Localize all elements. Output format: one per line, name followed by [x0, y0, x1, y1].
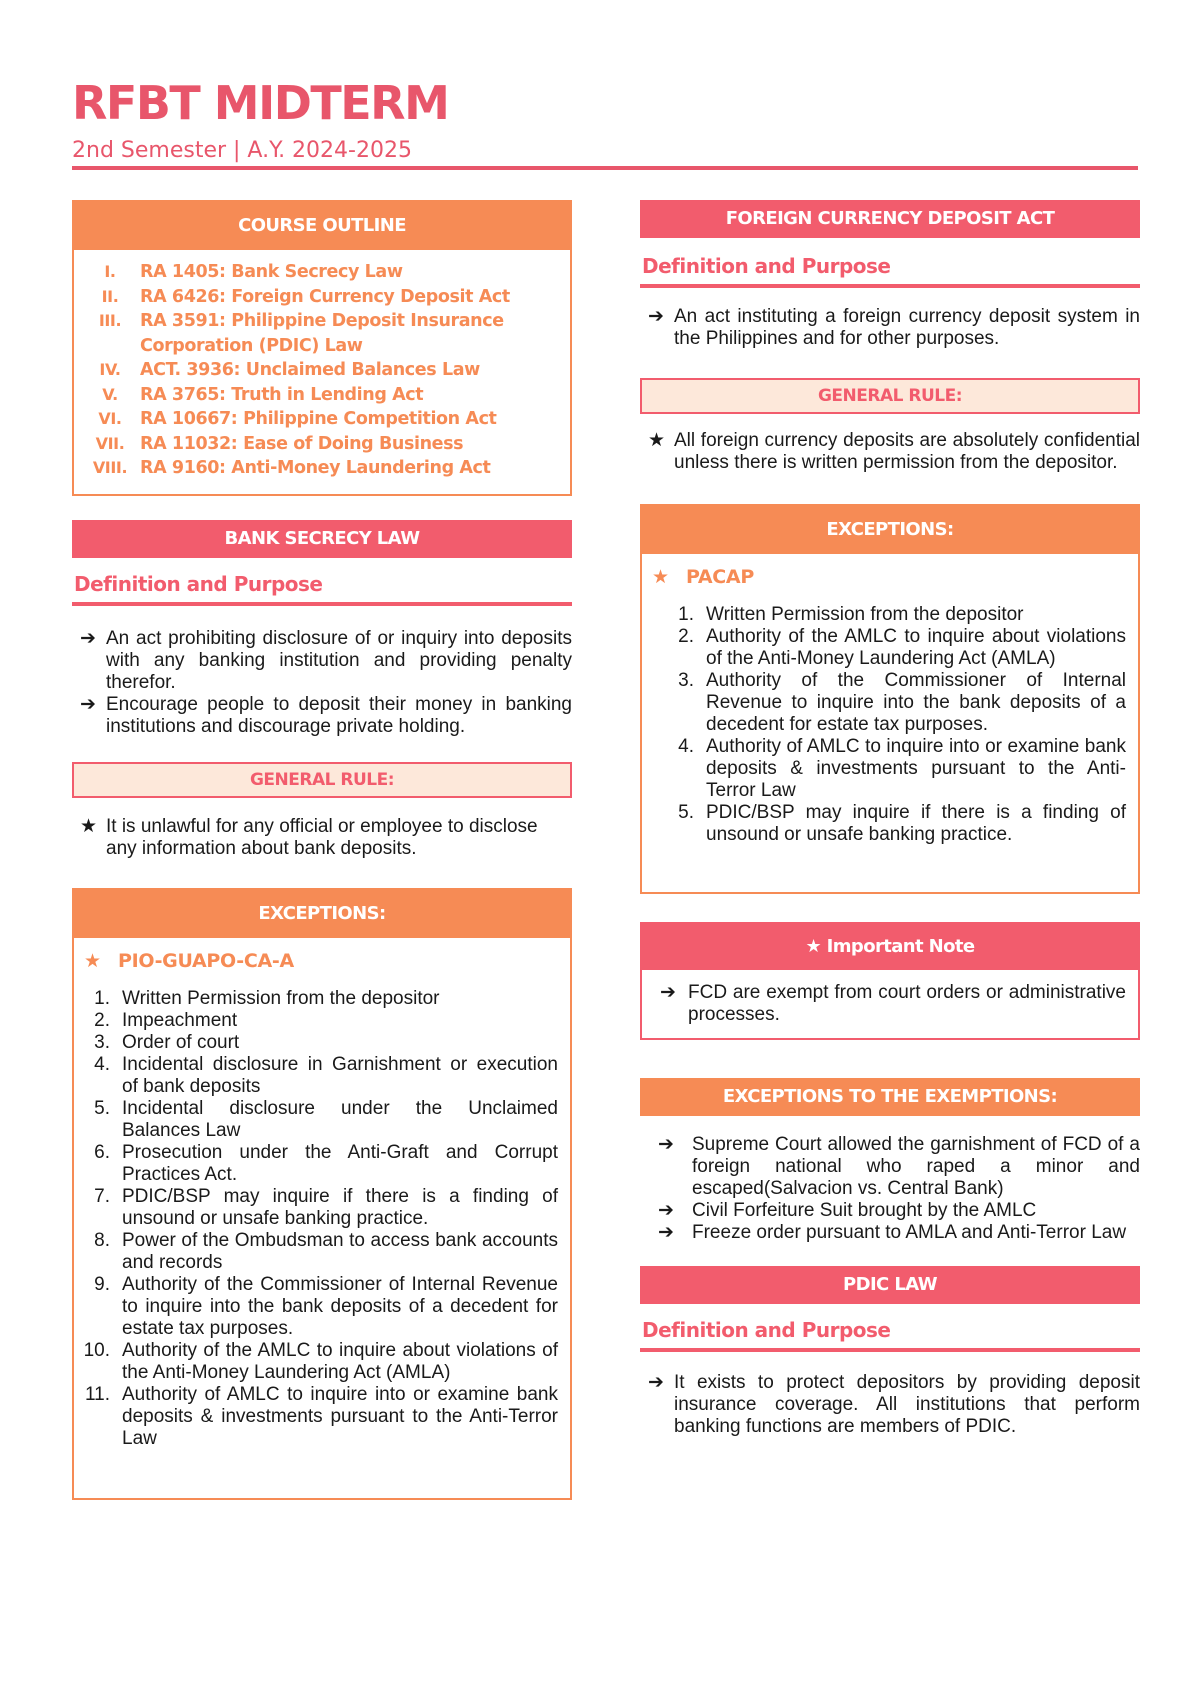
arrow-icon: ➔ [658, 1222, 674, 1243]
list-item: 5. PDIC/BSP may inquire if there is a finding of unsound or unsafe banking practice. [678, 802, 1126, 845]
outline-item: II. RA 6426: Foreign Currency Deposit Act [101, 286, 510, 307]
page-title: RFBT MIDTERM [72, 76, 449, 130]
list-item: 5. Incidental disclosure under the Unclaimed Balances Law [94, 1098, 558, 1141]
bsl-definition-heading: Definition and Purpose [72, 572, 572, 606]
bsl-general-rule [72, 816, 572, 860]
arrow-icon: ➔ [658, 1200, 674, 1221]
list-item: 10. Authority of the AMLC to inquire about violations of the Anti-Money Laundering Act (AMLA) [83, 1340, 558, 1383]
arrow-icon: ➔ [80, 694, 96, 715]
bsl-exceptions-heading: EXCEPTIONS: [74, 890, 570, 938]
exceptions-to-exemptions-list [640, 1134, 1140, 1244]
bsl-general-rule-heading: GENERAL RULE: [72, 762, 572, 798]
right-column [640, 200, 1140, 1438]
bsl-definition-list [72, 628, 572, 738]
important-note [642, 982, 1138, 1026]
arrow-icon: ➔ [660, 982, 676, 1003]
arrow-icon: ➔ [658, 1134, 674, 1155]
fcda-heading: FOREIGN CURRENCY DEPOSIT ACT [640, 200, 1140, 238]
list-item: ➔ Encourage people to deposit their money in banking institutions and discourage private holding. [72, 694, 572, 738]
list-item: 1. Written Permission from the depositor [94, 988, 440, 1009]
outline-item: I. RA 1405: Bank Secrecy Law [104, 262, 403, 282]
star-icon: ★ [652, 566, 669, 588]
fcda-exceptions-list [642, 604, 1138, 846]
fcda-general-rule-heading: GENERAL RULE: [640, 378, 1140, 414]
list-item: 4. Authority of AMLC to inquire into or examine bank deposits & investments pursuant to the Anti-Terror Law [678, 736, 1126, 801]
list-item: 3. Order of court [94, 1032, 240, 1053]
page-subtitle: 2nd Semester | A.Y. 2024-2025 [72, 138, 412, 163]
list-item: ➔ An act prohibiting disclosure of or inquiry into deposits with any banking institution and providing penalty therefor. [72, 628, 572, 694]
fcda-definition-list [640, 306, 1140, 350]
important-note-box [640, 922, 1140, 1040]
outline-item: IV. ACT. 3936: Unclaimed Balances Law [99, 360, 480, 380]
pdic-definition-heading: Definition and Purpose [640, 1318, 1140, 1352]
arrow-icon: ➔ [648, 1372, 664, 1393]
course-outline-heading: COURSE OUTLINE [74, 202, 570, 250]
outline-item: VI. RA 10667: Philippine Competition Act [98, 409, 497, 429]
star-icon: ★ [648, 430, 666, 451]
fcda-mnemonic: ★ PACAP [652, 566, 754, 588]
pdic-definition-list [640, 1372, 1140, 1438]
list-item: 7. PDIC/BSP may inquire if there is a finding of unsound or unsafe banking practice. [94, 1186, 558, 1229]
fcda-exceptions-heading: EXCEPTIONS: [642, 506, 1138, 554]
list-item: 3. Authority of the Commissioner of Internal Revenue to inquire into the bank deposits of a decedent for estate tax purposes. [678, 670, 1126, 735]
list-item: 1. Written Permission from the depositor [678, 604, 1024, 625]
bsl-mnemonic: ★ PIO-GUAPO-CA-A [84, 950, 294, 972]
list-item: 9. Authority of the Commissioner of Internal Revenue to inquire into the bank deposits of a decedent for estate tax purposes. [94, 1274, 558, 1339]
course-outline-list [74, 250, 570, 487]
list-item: ➔ Supreme Court allowed the garnishment of FCD of a foreign national who raped a minor and escaped(Salvacion vs. Central Bank) [640, 1134, 1140, 1200]
fcda-definition-heading: Definition and Purpose [640, 254, 1140, 288]
important-note-heading: ★ Important Note [642, 924, 1138, 970]
bsl-exceptions-box [72, 888, 572, 1500]
arrow-icon: ➔ [648, 306, 664, 327]
arrow-icon: ➔ [80, 628, 96, 649]
list-item: ➔ An act instituting a foreign currency deposit system in the Philippines and for other purposes. [640, 306, 1140, 350]
left-column [72, 200, 572, 1500]
star-icon: ★ [80, 816, 98, 837]
exceptions-to-exemptions-heading: EXCEPTIONS TO THE EXEMPTIONS: [640, 1078, 1140, 1116]
list-item: ➔ FCD are exempt from court orders or administrative processes. [642, 982, 1126, 1026]
list-item: 2. Impeachment [94, 1010, 238, 1031]
list-item: 11. Authority of AMLC to inquire into or examine bank deposits & investments pursuant to the Anti-Terror Law [84, 1384, 558, 1449]
list-item: ➔ Civil Forfeiture Suit brought by the AMLC [640, 1200, 1140, 1222]
list-item: ➔ Freeze order pursuant to AMLA and Anti-Terror Law [640, 1222, 1140, 1244]
outline-item: III. RA 3591: Philippine Deposit Insurance Corporation (PDIC) Law [98, 311, 504, 356]
list-item: 2. Authority of the AMLC to inquire about violations of the Anti-Money Laundering Act (AMLA) [678, 626, 1126, 669]
outline-item: VII. RA 11032: Ease of Doing Business [95, 433, 464, 454]
course-outline-box [72, 200, 572, 496]
list-item: 4. Incidental disclosure in Garnishment or execution of bank deposits [94, 1054, 558, 1097]
outline-item: V. RA 3765: Truth in Lending Act [102, 384, 424, 405]
bank-secrecy-heading: BANK SECRECY LAW [72, 520, 572, 558]
fcda-general-rule [640, 430, 1140, 474]
list-item: ➔ It exists to protect depositors by providing deposit insurance coverage. All institutions that perform banking functions are members of PDIC. [640, 1372, 1140, 1438]
list-item: ★ It is unlawful for any official or employee to disclose any information about bank deposits. [72, 816, 572, 860]
pdic-heading: PDIC LAW [640, 1266, 1140, 1304]
list-item: 6. Prosecution under the Anti-Graft and Corrupt Practices Act. [94, 1142, 558, 1185]
list-item: 8. Power of the Ombudsman to access bank accounts and records [94, 1230, 558, 1273]
bsl-exceptions-list [74, 988, 570, 1450]
outline-item: VIII. RA 9160: Anti-Money Laundering Act [92, 458, 491, 478]
list-item: ★ All foreign currency deposits are absolutely confidential unless there is written permission from the depositor. [640, 430, 1140, 474]
page-header [72, 76, 1138, 164]
header-divider [72, 166, 1138, 170]
star-icon: ★ [84, 950, 101, 972]
fcda-exceptions-box [640, 504, 1140, 894]
